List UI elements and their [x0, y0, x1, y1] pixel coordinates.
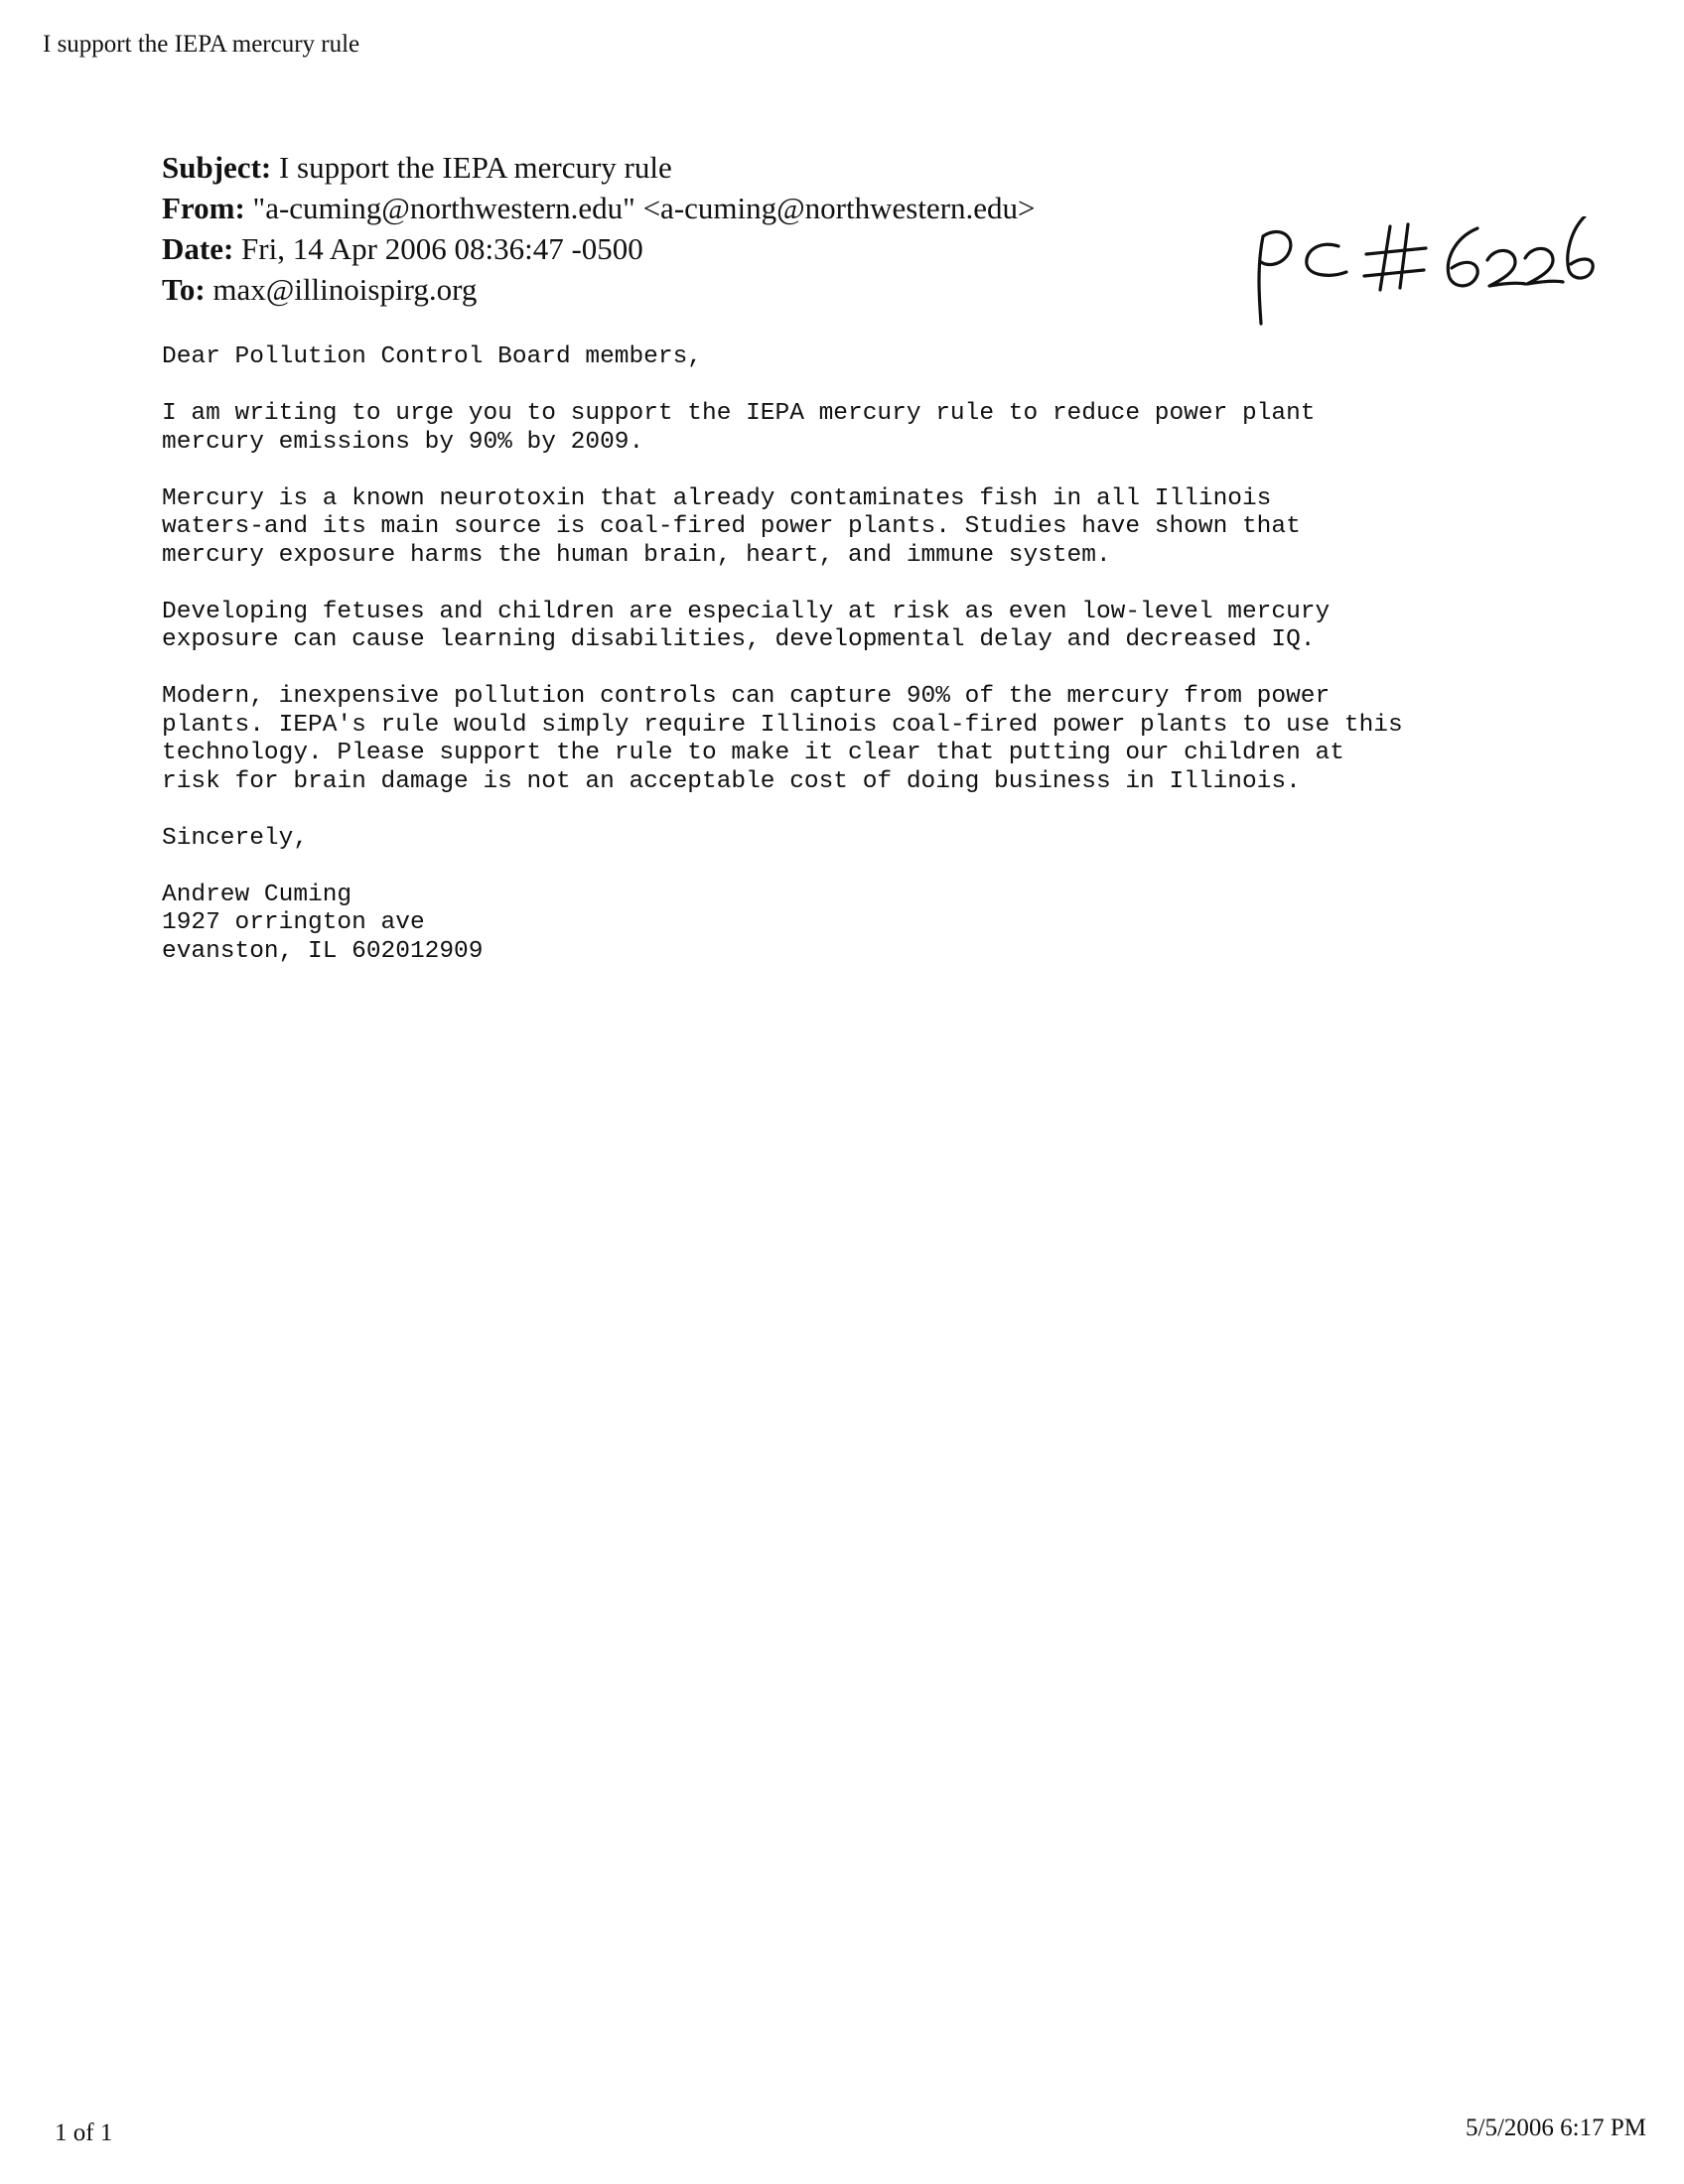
from-value: "a-cuming@northwestern.edu" <a-cuming@northwestern.edu>: [252, 191, 1036, 225]
signature-block: [162, 882, 1572, 967]
page-header-title: I support the IEPA mercury rule: [43, 31, 360, 58]
signature-street: 1927 orrington ave: [162, 909, 425, 936]
subject-row: [162, 147, 1155, 188]
body-paragraph-4: Modern, inexpensive pollution controls can capture 90% of the mercury from power plants. IEPA's rule would simply require Illinois coal-fired power plants to use this technology. Please support the rule to make it clear that putting our children at risk for brain damage is not an acceptable cost of doing business in Illinois.: [162, 683, 1403, 795]
from-label: From:: [162, 191, 245, 225]
to-label: To:: [162, 272, 206, 307]
body-paragraph-3: Developing fetuses and children are especially at risk as even low-level mercury exposure can cause learning disabilities, developmental delay and decreased IQ.: [162, 598, 1331, 653]
from-row: [162, 188, 1155, 228]
date-row: [162, 228, 1155, 269]
email-body: [162, 343, 1572, 966]
email-headers: [162, 147, 1155, 310]
body-paragraph-1: I am writing to urge you to support the IEPA mercury rule to reduce power plant mercury emissions by 90% by 2009.: [162, 400, 1316, 456]
signature-name: Andrew Cuming: [162, 881, 352, 908]
handwritten-pc-number: [1241, 216, 1609, 336]
date-label: Date:: [162, 231, 234, 266]
subject-value: I support the IEPA mercury rule: [278, 150, 672, 185]
to-row: [162, 269, 1155, 310]
signature-city: evanston, IL 602012909: [162, 937, 484, 965]
closing: Sincerely,: [162, 824, 309, 852]
date-value: Fri, 14 Apr 2006 08:36:47 -0500: [241, 231, 643, 266]
greeting: Dear Pollution Control Board members,: [162, 343, 702, 370]
body-paragraph-2: Mercury is a known neurotoxin that already contaminates fish in all Illinois waters-and its main source is coal-fired power plants. Studies have shown that mercury exposure harms the human brain, heart, and immune system.: [162, 484, 1301, 569]
subject-label: Subject:: [162, 150, 272, 185]
printed-timestamp: 5/5/2006 6:17 PM: [1466, 2115, 1646, 2141]
to-value: max@illinoispirg.org: [212, 272, 478, 307]
page-count: 1 of 1: [55, 2119, 113, 2146]
